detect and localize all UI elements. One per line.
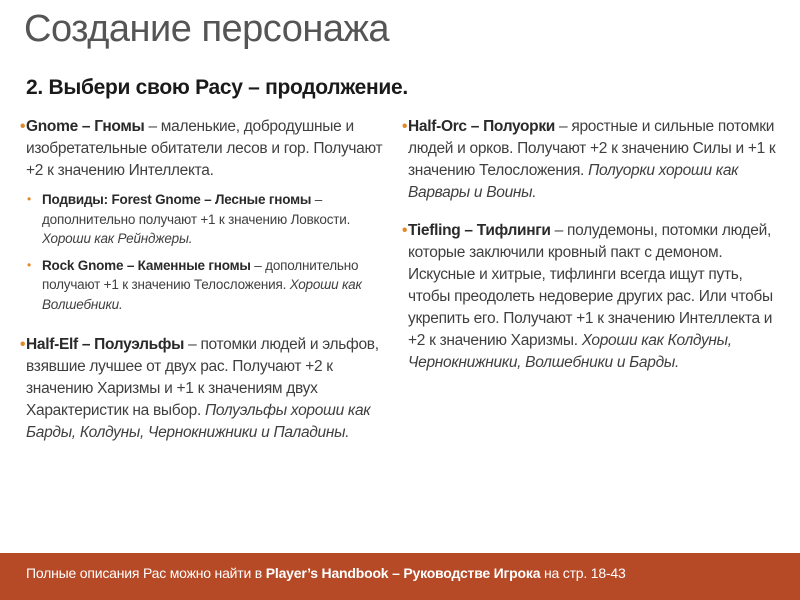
race-name: Tiefling – Тифлинги xyxy=(408,222,551,239)
bullet-icon: • xyxy=(20,118,26,135)
bullet-icon: • xyxy=(27,192,32,206)
subrace-name: Rock Gnome – Каменные гномы xyxy=(42,257,251,273)
race-description: – полудемоны, потомки людей, которые заключили кровный пакт с демоном. Искусные и хитрые, тифлинги всегда ищут путь, чтобы преодолеть недоверие других рас. Или чтобы укрепить его. Получают +1 к значению Интеллекта и +2 к значению Харизмы. xyxy=(408,222,773,349)
subrace-description: – дополнительно получают +1 к значению Ловкости. xyxy=(42,192,351,227)
subrace-description: – дополнительно получают +1 к значению Телосложения. xyxy=(42,257,359,292)
race-description: – маленькие, добродушные и изобретательные обитатели лесов и гор. Получают +2 к значению Интеллекта. xyxy=(26,118,383,179)
bullet-icon: • xyxy=(402,222,408,239)
race-entry-gnome xyxy=(20,116,392,182)
race-entry-half-orc xyxy=(402,116,786,204)
left-column xyxy=(20,116,392,444)
subrace-item-forest-gnome xyxy=(20,190,392,249)
right-column xyxy=(402,116,786,374)
race-entry-tiefling xyxy=(402,220,786,374)
race-name: Half-Orc – Полуорки xyxy=(408,118,556,135)
race-recommendation: Полуэльфы хороши как Барды, Колдуны, Чернокнижники и Паладины. xyxy=(26,402,371,441)
slide-subtitle: 2. Выбери свою Расу – продолжение. xyxy=(26,76,408,99)
footer-bar xyxy=(0,553,800,600)
subrace-item-rock-gnome xyxy=(20,256,392,315)
race-name: Half-Elf – Полуэльфы xyxy=(26,336,185,353)
slide-title: Создание персонажа xyxy=(24,8,390,50)
race-entry-half-elf xyxy=(20,334,392,444)
footer-note xyxy=(26,565,626,581)
footer-prefix: Полные описания Рас можно найти в xyxy=(26,565,266,581)
bullet-icon: • xyxy=(402,118,408,135)
subrace-recommendation: Хороши как Рейнджеры. xyxy=(42,231,193,246)
race-description: – потомки людей и эльфов, взявшие лучшее от двух рас. Получают +2 к значению Харизмы и +1 к значениям двух Характеристик на выбор. xyxy=(26,336,379,419)
subrace-name: Подвиды: Forest Gnome – Лесные гномы xyxy=(42,192,312,207)
footer-suffix: на стр. 18-43 xyxy=(540,565,626,581)
subrace-recommendation: Хороши как Волшебники. xyxy=(42,277,362,312)
subrace-list xyxy=(20,190,392,314)
race-description: – яростные и сильные потомки людей и орков. Получают +2 к значению Силы и +1 к значению Телосложения. xyxy=(408,118,776,179)
footer-book-title: Player’s Handbook – Руководстве Игрока xyxy=(265,565,541,581)
race-recommendation: Полуорки хороши как Варвары и Воины. xyxy=(408,162,739,201)
race-name: Gnome – Гномы xyxy=(26,118,145,135)
race-recommendation: Хороши как Колдуны, Чернокнижники, Волшебники и Барды. xyxy=(408,332,732,371)
bullet-icon: • xyxy=(27,257,32,272)
bullet-icon: • xyxy=(20,336,26,353)
